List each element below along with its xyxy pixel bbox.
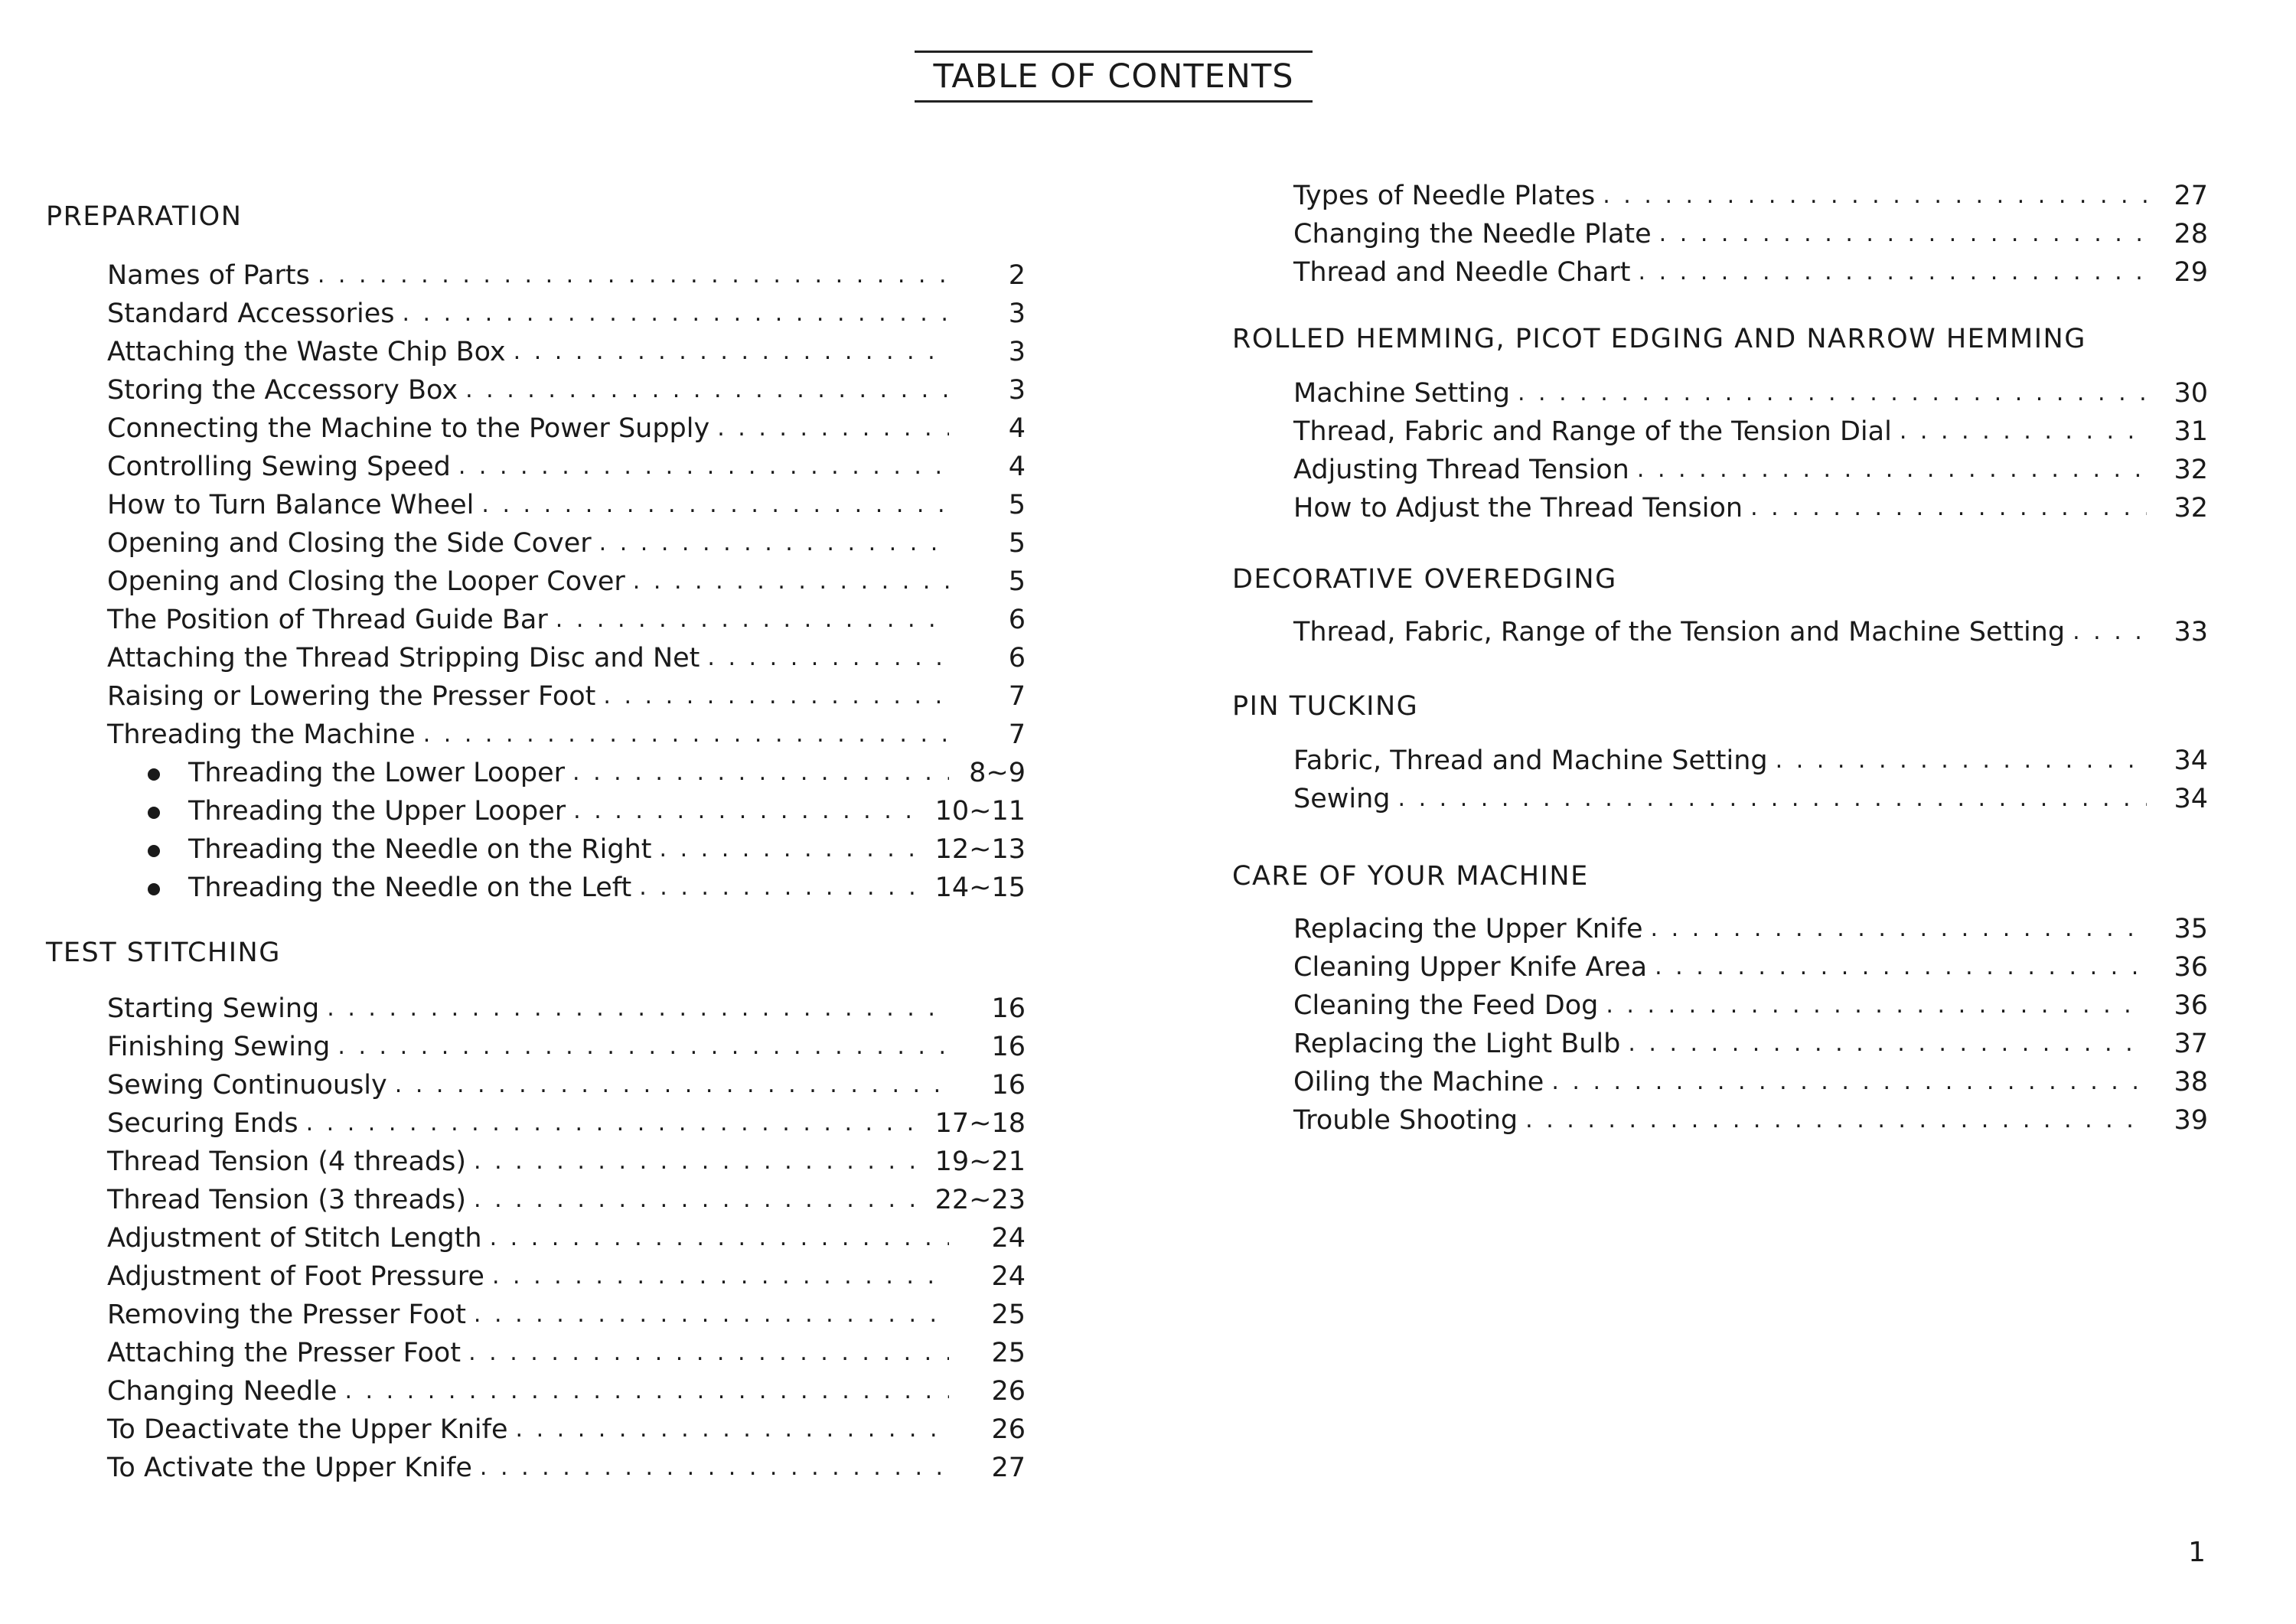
toc-entry-page: 10~11	[934, 796, 1026, 827]
toc-entry-label: Removing the Presser Foot	[107, 1300, 466, 1330]
toc-list-preparation	[46, 254, 1026, 905]
toc-subentry[interactable]	[107, 752, 1026, 790]
toc-entry-label: Trouble Shooting	[1293, 1105, 1518, 1136]
toc-entry-label: Threading the Needle on the Right	[188, 834, 652, 865]
toc-entry-page: 26	[991, 1414, 1026, 1445]
section-rolled-hemming	[1232, 320, 2208, 525]
section-heading-test-stitching: TEST STITCHING	[46, 938, 281, 968]
toc-entry-page: 5	[1008, 528, 1026, 559]
toc-entry[interactable]	[107, 1370, 1026, 1408]
leader-dots	[1750, 494, 2147, 525]
toc-entry[interactable]	[107, 1102, 1026, 1140]
leader-dots	[599, 530, 949, 560]
section-care-of-machine	[1232, 857, 2208, 1137]
toc-entry-page: 27	[2174, 181, 2208, 211]
toc-entry-label: Types of Needle Plates	[1293, 181, 1596, 211]
toc-entry-page: 39	[2174, 1105, 2208, 1136]
toc-subentry[interactable]	[107, 790, 1026, 828]
toc-entry-page: 3	[1008, 298, 1026, 329]
toc-entry-label: How to Adjust the Thread Tension	[1293, 493, 1743, 523]
section-heading-preparation: PREPARATION	[46, 201, 243, 232]
toc-entry-label: Attaching the Thread Stripping Disc and Net	[107, 643, 700, 673]
toc-entry-page: 6	[1008, 643, 1026, 673]
toc-entry[interactable]	[107, 1217, 1026, 1255]
toc-entry[interactable]	[1293, 410, 2208, 448]
leader-dots	[514, 338, 949, 369]
leader-dots	[717, 415, 949, 445]
toc-entry-label: Replacing the Light Bulb	[1293, 1029, 1621, 1059]
toc-entry-label: Oiling the Machine	[1293, 1067, 1544, 1097]
leader-dots	[474, 1148, 928, 1179]
section-preparation	[46, 197, 1026, 905]
toc-entry[interactable]	[107, 637, 1026, 675]
leader-dots	[465, 377, 949, 407]
leader-dots	[1659, 220, 2147, 251]
toc-entry[interactable]	[107, 675, 1026, 713]
section-heading-pin-tucking: PIN TUCKING	[1232, 691, 1419, 722]
toc-entry[interactable]	[1293, 1099, 2208, 1137]
toc-entry[interactable]	[1293, 372, 2208, 410]
toc-entry[interactable]	[107, 713, 1026, 752]
toc-entry-page: 16	[991, 993, 1026, 1024]
toc-entry-page: 17~18	[934, 1108, 1026, 1139]
section-decorative-overedging	[1232, 560, 2208, 649]
toc-entry[interactable]	[107, 1179, 1026, 1217]
toc-entry[interactable]	[107, 445, 1026, 484]
toc-entry-label: Adjustment of Stitch Length	[107, 1223, 482, 1254]
toc-entry[interactable]	[107, 1332, 1026, 1370]
toc-list-rolled-hemming	[1232, 372, 2208, 525]
toc-entry-page: 19~21	[934, 1146, 1026, 1177]
toc-entry-label: Threading the Needle on the Left	[188, 872, 632, 903]
toc-entry[interactable]	[107, 1026, 1026, 1064]
leader-dots	[2073, 618, 2147, 649]
toc-entry[interactable]	[107, 1140, 1026, 1179]
toc-entry[interactable]	[107, 560, 1026, 598]
bullet-icon	[148, 845, 160, 857]
toc-entry[interactable]	[1293, 778, 2208, 816]
toc-entry[interactable]	[107, 331, 1026, 369]
leader-dots	[468, 1339, 949, 1370]
toc-entry[interactable]	[107, 1408, 1026, 1446]
toc-entry-page: 34	[2174, 745, 2208, 776]
toc-entry-label: How to Turn Balance Wheel	[107, 490, 475, 520]
toc-entry-page: 6	[1008, 605, 1026, 635]
toc-entry[interactable]	[107, 1255, 1026, 1293]
toc-entry[interactable]	[107, 369, 1026, 407]
toc-entry-page: 4	[1008, 452, 1026, 482]
leader-dots	[1398, 785, 2148, 816]
toc-entry-page: 35	[2174, 914, 2208, 944]
toc-entry-label: Threading the Lower Looper	[188, 758, 566, 788]
toc-entry[interactable]	[107, 484, 1026, 522]
section-heading-care-of-machine: CARE OF YOUR MACHINE	[1232, 861, 1589, 892]
toc-entry-label: Attaching the Waste Chip Box	[107, 337, 506, 367]
toc-entry[interactable]	[1293, 174, 2208, 213]
leader-dots	[327, 995, 949, 1026]
toc-entry-page: 36	[2174, 952, 2208, 983]
toc-entry-page: 29	[2174, 257, 2208, 288]
toc-list-needle-plates	[1232, 174, 2208, 289]
toc-entry-page: 27	[991, 1453, 1026, 1483]
toc-entry-label: Thread Tension (3 threads)	[107, 1185, 466, 1215]
toc-entry-label: Adjusting Thread Tension	[1293, 455, 1629, 485]
toc-entry[interactable]	[1293, 611, 2208, 649]
toc-entry[interactable]	[107, 407, 1026, 445]
toc-entry-label: Sewing Continuously	[107, 1070, 387, 1101]
toc-entry[interactable]	[107, 1446, 1026, 1485]
toc-entry[interactable]	[107, 598, 1026, 637]
toc-entry-page: 24	[991, 1261, 1026, 1292]
toc-entry-page: 7	[1008, 719, 1026, 750]
toc-entry-label: To Activate the Upper Knife	[107, 1453, 472, 1483]
toc-entry-page: 25	[991, 1300, 1026, 1330]
leader-dots	[1651, 915, 2147, 946]
toc-entry-page: 3	[1008, 375, 1026, 406]
toc-subentry[interactable]	[107, 828, 1026, 866]
toc-entry-label: Thread and Needle Chart	[1293, 257, 1631, 288]
toc-entry-label: Securing Ends	[107, 1108, 298, 1139]
toc-entry-label: Controlling Sewing Speed	[107, 452, 451, 482]
section-heading-rolled-hemming: ROLLED HEMMING, PICOT EDGING AND NARROW HEMMING	[1232, 324, 2086, 354]
toc-entry[interactable]	[107, 1064, 1026, 1102]
toc-entry-page: 16	[991, 1070, 1026, 1101]
toc-list-care-of-machine	[1232, 908, 2208, 1137]
leader-dots	[1776, 747, 2147, 778]
left-column	[46, 197, 1026, 1485]
toc-entry-page: 14~15	[934, 872, 1026, 903]
leader-dots	[318, 262, 949, 292]
leader-dots	[402, 300, 949, 331]
toc-entry-label: Adjustment of Foot Pressure	[107, 1261, 484, 1292]
toc-entry-page: 38	[2174, 1067, 2208, 1097]
toc-entry[interactable]	[107, 522, 1026, 560]
leader-dots	[639, 874, 927, 905]
leader-dots	[516, 1416, 949, 1446]
toc-entry-label: Machine Setting	[1293, 378, 1510, 409]
toc-entry[interactable]	[1293, 448, 2208, 487]
toc-entry-label: Changing the Needle Plate	[1293, 219, 1652, 249]
toc-entry[interactable]	[1293, 908, 2208, 946]
toc-entry-label: Cleaning Upper Knife Area	[1293, 952, 1648, 983]
toc-entry-page: 8~9	[969, 758, 1026, 788]
toc-entry-label: Changing Needle	[107, 1376, 338, 1407]
toc-entry-page: 25	[991, 1338, 1026, 1368]
toc-entry[interactable]	[1293, 251, 2208, 289]
toc-entry[interactable]	[107, 1293, 1026, 1332]
toc-entry-label: Starting Sewing	[107, 993, 320, 1024]
section-test-stitching	[46, 934, 1026, 1485]
section-needle-plates	[1232, 174, 2208, 289]
leader-dots	[1603, 182, 2147, 213]
toc-entry-label: Sewing	[1293, 784, 1391, 814]
toc-entry-label: Thread, Fabric and Range of the Tension Dial	[1293, 416, 1892, 447]
leader-dots	[492, 1263, 949, 1293]
leader-dots	[572, 759, 949, 790]
toc-entry-page: 36	[2174, 990, 2208, 1021]
toc-entry-page: 30	[2174, 378, 2208, 409]
leader-dots	[633, 568, 949, 598]
leader-dots	[556, 606, 949, 637]
toc-entry[interactable]	[107, 987, 1026, 1026]
leader-dots	[338, 1033, 949, 1064]
toc-entry-label: Threading the Machine	[107, 719, 416, 750]
toc-entry-label: Finishing Sewing	[107, 1032, 331, 1062]
toc-list-pin-tucking	[1232, 739, 2208, 816]
page-number: 1	[2188, 1537, 2206, 1568]
toc-entry-page: 12~13	[934, 834, 1026, 865]
toc-entry-page: 32	[2174, 455, 2208, 485]
toc-entry[interactable]	[1293, 739, 2208, 778]
toc-entry-label: Attaching the Presser Foot	[107, 1338, 461, 1368]
leader-dots	[423, 721, 949, 752]
leader-dots	[1551, 1068, 2147, 1099]
toc-entry-label: Cleaning the Feed Dog	[1293, 990, 1599, 1021]
toc-entry-label: Standard Accessories	[107, 298, 395, 329]
toc-entry-label: Thread Tension (4 threads)	[107, 1146, 466, 1177]
toc-entry-page: 5	[1008, 566, 1026, 597]
leader-dots	[458, 453, 949, 484]
leader-dots	[603, 683, 949, 713]
leader-dots	[481, 491, 949, 522]
toc-entry[interactable]	[107, 292, 1026, 331]
leader-dots	[1518, 380, 2147, 410]
leader-dots	[1637, 456, 2147, 487]
toc-entry-label: To Deactivate the Upper Knife	[107, 1414, 508, 1445]
bullet-icon	[148, 883, 160, 895]
toc-entry-page: 5	[1008, 490, 1026, 520]
toc-entry-page: 2	[1008, 260, 1026, 291]
leader-dots	[707, 644, 949, 675]
toc-entry[interactable]	[1293, 487, 2208, 525]
toc-entry-label: Connecting the Machine to the Power Supply	[107, 413, 710, 444]
toc-entry-label: Opening and Closing the Looper Cover	[107, 566, 625, 597]
bullet-icon	[148, 768, 160, 781]
toc-entry-page: 31	[2174, 416, 2208, 447]
toc-entry-page: 22~23	[934, 1185, 1026, 1215]
leader-dots	[660, 836, 928, 866]
toc-entry[interactable]	[1293, 1061, 2208, 1099]
leader-dots	[395, 1071, 949, 1102]
page-title: TABLE OF CONTENTS	[915, 51, 1313, 103]
toc-entry-page: 16	[991, 1032, 1026, 1062]
toc-entry-page: 28	[2174, 219, 2208, 249]
right-column	[1232, 174, 2208, 1137]
section-heading-decorative-overedging: DECORATIVE OVEREDGING	[1232, 564, 1617, 595]
toc-entry-label: The Position of Thread Guide Bar	[107, 605, 548, 635]
toc-entry-page: 37	[2174, 1029, 2208, 1059]
toc-entry-label: Raising or Lowering the Presser Foot	[107, 681, 596, 712]
toc-list-test-stitching	[46, 987, 1026, 1485]
toc-entry[interactable]	[1293, 946, 2208, 984]
leader-dots	[1639, 259, 2147, 289]
toc-list-decorative-overedging	[1232, 611, 2208, 649]
toc-entry-page: 3	[1008, 337, 1026, 367]
section-pin-tucking	[1232, 687, 2208, 816]
toc-entry-page: 33	[2174, 617, 2208, 647]
toc-entry-label: Replacing the Upper Knife	[1293, 914, 1643, 944]
toc-entry-page: 34	[2174, 784, 2208, 814]
leader-dots	[480, 1454, 949, 1485]
toc-entry-label: Names of Parts	[107, 260, 310, 291]
toc-entry-page: 4	[1008, 413, 1026, 444]
leader-dots	[490, 1225, 949, 1255]
leader-dots	[306, 1110, 928, 1140]
toc-entry-label: Fabric, Thread and Machine Setting	[1293, 745, 1768, 776]
leader-dots	[344, 1378, 949, 1408]
toc-entry-page: 32	[2174, 493, 2208, 523]
toc-entry[interactable]	[107, 254, 1026, 292]
toc-entry-page: 24	[991, 1223, 1026, 1254]
toc-entry-label: Threading the Upper Looper	[188, 796, 566, 827]
leader-dots	[474, 1301, 949, 1332]
toc-entry-page: 7	[1008, 681, 1026, 712]
bullet-icon	[148, 807, 160, 819]
leader-dots	[1606, 992, 2147, 1022]
toc-entry[interactable]	[1293, 984, 2208, 1022]
leader-dots	[1655, 954, 2147, 984]
toc-subentry[interactable]	[107, 866, 1026, 905]
toc-entry[interactable]	[1293, 1022, 2208, 1061]
leader-dots	[1525, 1107, 2147, 1137]
toc-entry-label: Thread, Fabric, Range of the Tension and Machine Setting	[1293, 617, 2066, 647]
leader-dots	[1628, 1030, 2147, 1061]
leader-dots	[1900, 418, 2147, 448]
leader-dots	[573, 797, 927, 828]
leader-dots	[474, 1186, 928, 1217]
toc-entry-label: Opening and Closing the Side Cover	[107, 528, 592, 559]
toc-entry[interactable]	[1293, 213, 2208, 251]
toc-entry-page: 26	[991, 1376, 1026, 1407]
toc-entry-label: Storing the Accessory Box	[107, 375, 458, 406]
